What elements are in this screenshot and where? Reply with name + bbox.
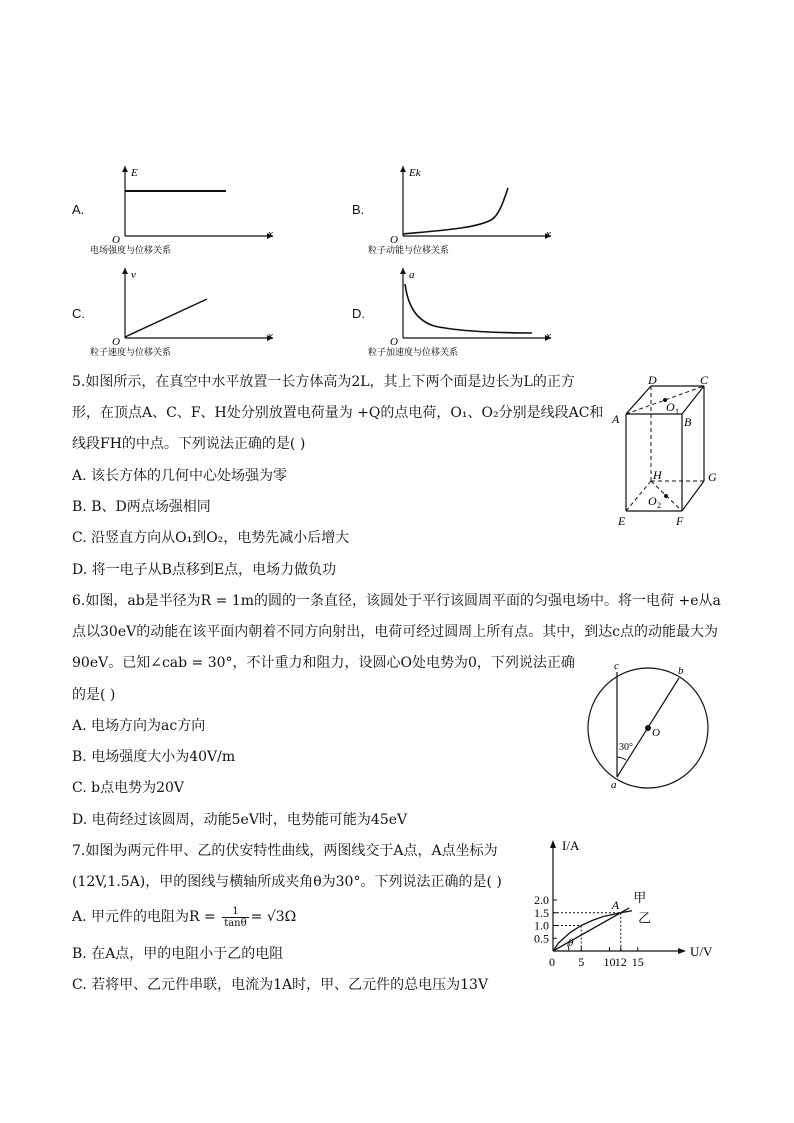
label-g: G (708, 470, 717, 484)
q7-stem-line-1: 7.如图为两元件甲、乙的伏安特性曲线，两图线交于A点，A点坐标为 (72, 843, 498, 859)
label-c: c (614, 660, 619, 672)
label-e: E (618, 514, 626, 528)
x-axis-label: x (268, 330, 273, 342)
q6-option-a: A. 电场方向为ac方向 (72, 718, 206, 734)
series-jia-line (553, 908, 629, 951)
y-axis-label: Ek (409, 167, 421, 179)
q7-option-a-suffix: = √3Ω (250, 909, 297, 925)
graph-a-electric-field (88, 160, 288, 260)
q7-option-a (72, 905, 296, 929)
label-o2-sub: 2 (657, 501, 661, 510)
q7-option-c: C. 若将甲、乙元件串联，电流为1A时，甲、乙元件的总电压为13V (72, 977, 489, 993)
origin-label: 0 (549, 955, 555, 969)
q6-stem-line-3: 90eV。已知∠cab = 30°，不计重力和阻力，设圆心O处电势为0，下列说法正确 (72, 655, 575, 671)
y-tick-label: 0.5 (534, 931, 549, 946)
series-yi-label: 乙 (638, 910, 652, 926)
label-a: A (612, 412, 620, 426)
y-axis-label: v (131, 269, 136, 281)
q5-cuboid-figure (604, 368, 734, 530)
x-axis-arrow (678, 948, 686, 954)
x-tick-label: 15 (631, 955, 644, 969)
q6-option-c: C. b点电势为20V (72, 780, 184, 796)
q5-option-d: D. 将一电子从B点移到E点，电场力做负功 (72, 562, 337, 578)
angle-label: 30° (619, 742, 633, 753)
curve-velocity (125, 299, 207, 337)
graph-c-velocity (88, 262, 288, 362)
label-o: O (652, 727, 660, 739)
x-axis-label: x (268, 228, 273, 240)
option-a-letter: A. (72, 202, 85, 217)
x-tick-label: 10 (603, 955, 616, 969)
label-c: C (700, 373, 709, 387)
graph-caption: 粒子加速度与位移关系 (368, 347, 459, 357)
fraction-numerator: 1 (222, 906, 248, 918)
label-h: H (653, 468, 662, 482)
label-o2: O (648, 494, 657, 508)
q6-option-b: B. 电场强度大小为40V/m (72, 749, 236, 765)
q5-option-c: C. 沿竖直方向从O₁到O₂，电势先减小后增大 (72, 530, 350, 546)
label-a: a (611, 779, 617, 791)
fraction (222, 906, 248, 929)
fraction-denominator: tanθ (224, 917, 247, 929)
x-axis-label: x (546, 330, 551, 342)
o2-point (664, 494, 668, 498)
y-tick-label: 1.5 (534, 905, 549, 920)
graph-d-acceleration (366, 262, 566, 362)
intersection-label-a: A (611, 897, 620, 912)
center-point (645, 725, 651, 731)
q5-stem-line-3: 线段FH的中点。下列说法正确的是( ) (72, 436, 306, 452)
q6-stem-line-1: 6.如图，ab是半径为R = 1m的圆的一条直径，该圆处于平行该圆周平面的匀强电场中。将一电荷 +e从a (72, 593, 721, 609)
x-tick-label: 5 (578, 955, 585, 969)
q7-option-a-prefix: A. 甲元件的电阻为R = (72, 909, 221, 925)
q6-stem-line-2: 点以30eV的动能在该平面内朝着不同方向射出，电荷可经过圆周上所有点。其中，到达c点的动能最大为 (72, 624, 719, 640)
y-tick-label: 2.0 (534, 893, 549, 907)
graph-caption: 电场强度与位移关系 (90, 245, 172, 255)
graph-caption: 粒子动能与位移关系 (368, 245, 450, 255)
series-jia-label: 甲 (633, 889, 647, 905)
q6-circle-figure (576, 656, 724, 796)
q5-option-a: A. 该长方体的几何中心处场强为零 (72, 468, 288, 484)
origin-label: O (390, 336, 398, 348)
y-tick-label: 1.0 (534, 918, 549, 933)
option-b-letter: B. (352, 202, 365, 217)
y-axis-label: E (131, 167, 138, 179)
origin-label: O (112, 336, 120, 348)
curve-acceleration (405, 284, 532, 333)
label-d: D (648, 373, 657, 387)
label-o1-sub: 1 (675, 407, 679, 416)
angle-theta-label: θ (568, 937, 574, 949)
q5-stem-line-2: 形，在顶点A、C、F、H处分别放置电荷量为 +Q的点电荷，O₁、O₂分别是线段AC和 (72, 405, 604, 421)
label-f: F (676, 514, 684, 528)
graph-caption: 粒子速度与位移关系 (90, 347, 172, 357)
option-d-letter: D. (352, 306, 365, 321)
q7-iv-chart (520, 836, 730, 976)
y-axis-arrow (550, 840, 556, 848)
graph-b-kinetic-energy (366, 160, 566, 260)
origin-label: O (112, 234, 120, 246)
label-b: B (684, 415, 692, 429)
angle-arc (617, 757, 626, 760)
curve-kinetic (403, 188, 508, 234)
origin-label: O (390, 234, 398, 246)
x-tick-label: 12 (614, 955, 627, 969)
q7-stem-line-2: (12V,1.5A)，甲的图线与横轴所成夹角θ为30°。下列说法正确的是( ) (72, 874, 502, 890)
q7-option-b: B. 在A点，甲的电阻小于乙的电阻 (72, 946, 284, 962)
q5-stem-line-1: 5.如图所示，在真空中水平放置一长方体高为2L，其上下两个面是边长为L的正方 (72, 374, 575, 390)
x-axis-label: x (546, 228, 551, 240)
q6-stem-line-4: 的是( ) (72, 687, 116, 703)
label-o1: O (666, 400, 675, 414)
y-axis-label: a (409, 269, 415, 281)
q6-option-d: D. 电荷经过该圆周，动能5eV时，电势能可能为45eV (72, 812, 408, 828)
y-axis-title: I/A (562, 838, 580, 853)
q5-option-b: B. B、D两点场强相同 (72, 499, 211, 515)
label-b: b (678, 665, 684, 677)
x-axis-title: U/V (690, 944, 713, 959)
option-c-letter: C. (72, 306, 85, 321)
